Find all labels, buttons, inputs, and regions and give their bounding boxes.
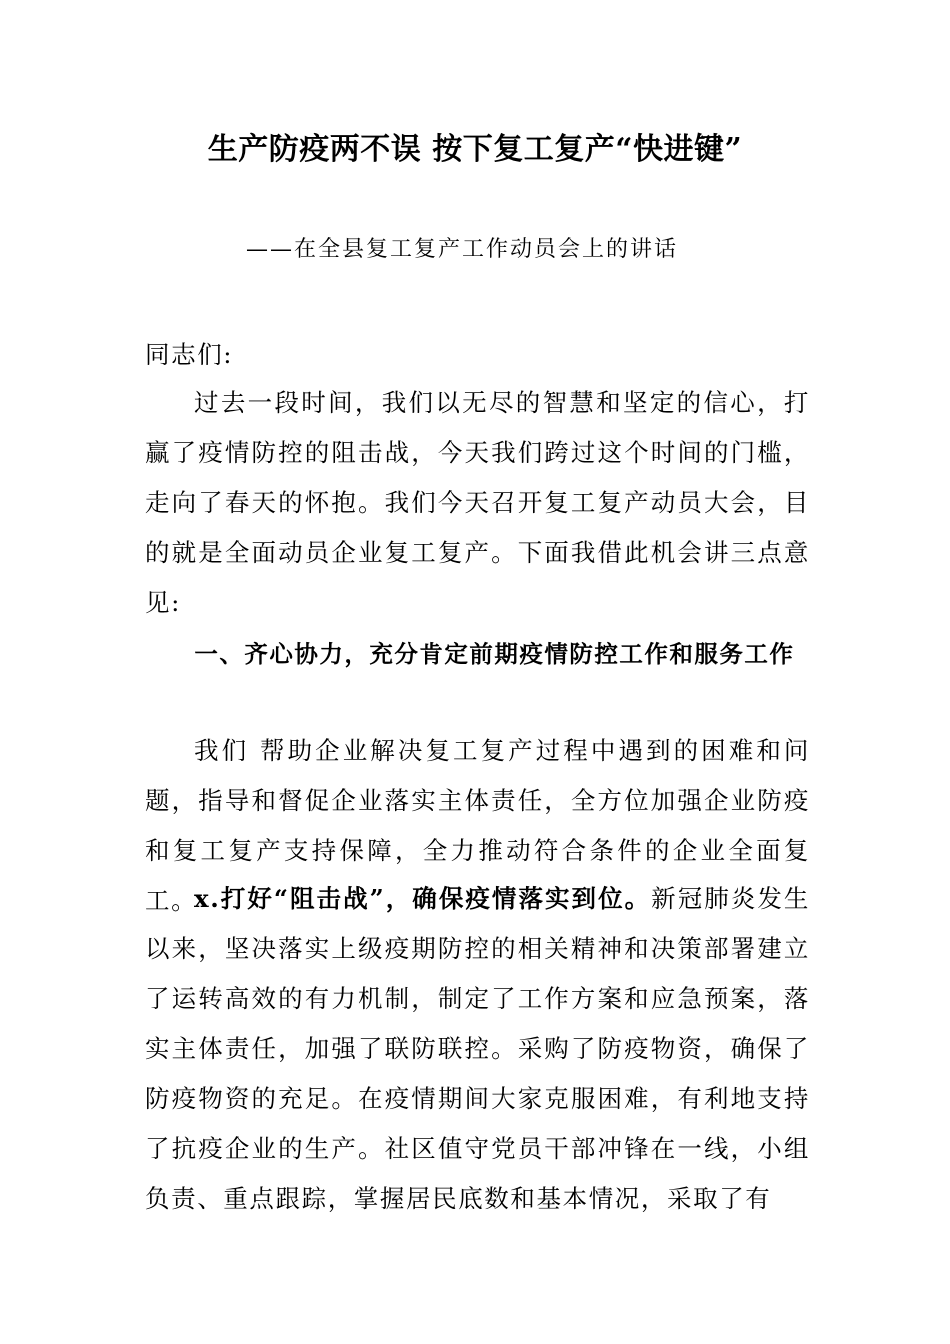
point-body: 新冠肺炎发生以来，坚决落实上级疫期防控的相关精神和决策部署建立了运转高效的有力机制，制定了工作方案和应急预案，落实主体责任，加强了联防联控。采购了防疫物资，确保了防疫物资的充足。在疫情期间大家克服困难，有利地支持了抗疫企业的生产。社区值守党员干部冲锋在一线，小组负责、重点跟踪，掌握居民底数和基本情况，采取了有	[145, 884, 810, 1213]
point-paragraph	[145, 874, 810, 1224]
greeting: 同志们:	[145, 340, 234, 369]
intro-paragraph-block	[145, 378, 810, 628]
document-title: 生产防疫两不误 按下复工复产“快进键”	[207, 132, 743, 167]
point-block	[145, 874, 810, 1224]
section-heading: 一、齐心协力，充分肯定前期疫情防控工作和服务工作	[194, 640, 795, 668]
point-lead: x.打好“阻击战”，确保疫情落实到位。	[194, 884, 652, 913]
section-body-paragraph: 我们 帮助企业解决复工复产过程中遇到的困难和问题，指导和督促企业落实主体责任，全方位加强企业防疫和复工复产支持保障，全力推动符合条件的企业全面复工。	[145, 736, 810, 915]
document-subtitle: ——在全县复工复产工作动员会上的讲话	[246, 237, 679, 262]
intro-paragraph: 过去一段时间，我们以无尽的智慧和坚定的信心，打赢了疫情防控的阻击战，今天我们跨过这个时间的门槛，走向了春天的怀抱。我们今天召开复工复产动员大会，目的就是全面动员企业复工复产。下面我借此机会讲三点意见:	[145, 388, 810, 617]
